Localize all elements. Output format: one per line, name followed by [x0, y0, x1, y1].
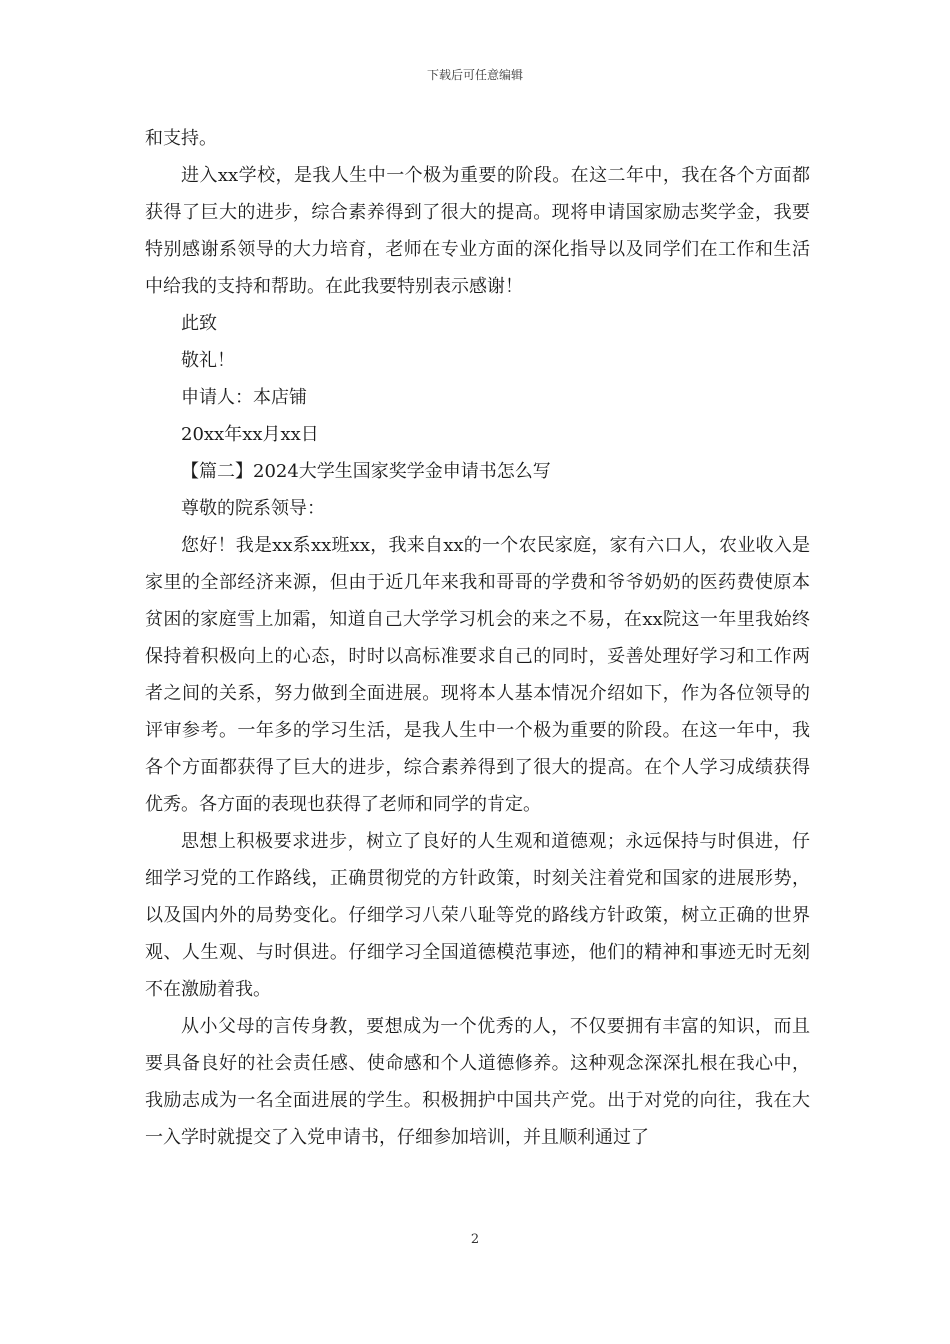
closing-regards: 敬礼！	[181, 350, 235, 371]
closing-salutation: 此致	[181, 313, 217, 334]
section-title: 【篇二】2024大学生国家奖学金申请书怎么写	[181, 461, 551, 482]
page-number: 2	[470, 1232, 480, 1247]
paragraph-ideology: 思想上积极要求进步，树立了良好的人生观和道德观；永远保持与时俱进，仔细学习党的工作路线，正确贯彻党的方针政策，时刻关注着党和国家的进展形势，以及国内外的局势变化。仔细学习八荣八耻等党的路线方针政策，树立正确的世界观、人生观、与时俱进。仔细学习全国道德模范事迹，他们的精神和事迹无时无刻不在激励着我。	[145, 831, 810, 1000]
paragraph-upbringing: 从小父母的言传身教，要想成为一个优秀的人，不仅要拥有丰富的知识，而且要具备良好的社会责任感、使命感和个人道德修养。这种观念深深扎根在我心中，我励志成为一名全面进展的学生。积极拥护中国共产党。出于对党的向往，我在大一入学时就提交了入党申请书，仔细参加培训，并且顺利通过了	[145, 1016, 810, 1148]
paragraph-continuation: 和支持。	[145, 128, 217, 149]
document-body	[145, 120, 810, 1156]
applicant-line: 申请人：本店铺	[181, 387, 307, 408]
paragraph-school: 进入xx学校，是我人生中一个极为重要的阶段。在这二年中，我在各个方面都获得了巨大的进步，综合素养得到了很大的提高。现将申请国家励志奖学金，我要特别感谢系领导的大力培育，老师在专业方面的深化指导以及同学们在工作和生活中给我的支持和帮助。在此我要特别表示感谢！	[145, 165, 810, 297]
paragraph-introduction: 您好！我是xx系xx班xx，我来自xx的一个农民家庭，家有六口人，农业收入是家里的全部经济来源，但由于近几年来我和哥哥的学费和爷爷奶奶的医药费使原本贫困的家庭雪上加霜，知道自己大学学习机会的来之不易，在xx院这一年里我始终保持着积极向上的心态，时时以高标准要求自己的同时，妥善处理好学习和工作两者之间的关系，努力做到全面进展。现将本人基本情况介绍如下，作为各位领导的评审参考。一年多的学习生活，是我人生中一个极为重要的阶段。在这一年中，我各个方面都获得了巨大的进步，综合素养得到了很大的提高。在个人学习成绩获得优秀。各方面的表现也获得了老师和同学的肯定。	[145, 535, 810, 815]
greeting-line: 尊敬的院系领导：	[181, 498, 325, 519]
date-line: 20xx年xx月xx日	[181, 424, 319, 445]
page-header-note: 下载后可任意编辑	[426, 68, 523, 82]
